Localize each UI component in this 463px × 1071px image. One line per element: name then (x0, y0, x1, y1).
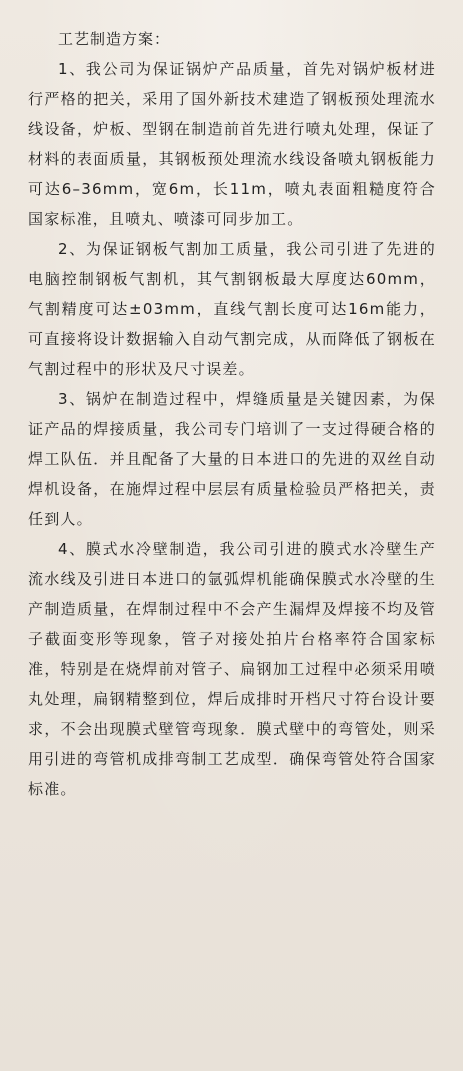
paragraph-1: 1、我公司为保证锅炉产品质量，首先对锅炉板材进行严格的把关，采用了国外新技术建造了钢板预处理流水线设备，炉板、型钢在制造前首先进行喷丸处理，保证了材料的表面质量，其钢板预处理流水线设备喷丸钢板能力可达6–36mm，宽6m，长11m，喷丸表面粗糙度符合国家标准，且喷丸、喷漆可同步加工。 (28, 60, 436, 228)
paragraph-4: 4、膜式水冷壁制造，我公司引进的膜式水冷壁生产流水线及引进日本进口的氩弧焊机能确保膜式水冷壁的生产制造质量，在焊制过程中不会产生漏焊及焊接不均及管子截面变形等现象，管子对接处拍片台格率符合国家标准，特别是在烧焊前对管子、扁钢加工过程中必须采用喷丸处理，扁钢精整到位，焊后成排时开档尺寸符台设计要求，不会出现膜式壁管弯现象．膜式壁中的弯管处，则采用引进的弯管机成排弯制工艺成型．确保弯管处符合国家标准。 (28, 540, 436, 798)
section-heading: 工艺制造方案： (58, 30, 171, 48)
paragraph-3: 3、锅炉在制造过程中，焊缝质量是关键因素，为保证产品的焊接质量，我公司专门培训了一支过得硬合格的焊工队伍．并且配备了大量的日本进口的先进的双丝自动焊机设备，在施焊过程中层层有质量检验员严格把关，责任到人。 (28, 390, 436, 528)
paragraph-2: 2、为保证钢板气割加工质量，我公司引进了先进的电脑控制钢板气割机，其气割钢板最大厚度达60mm，气割精度可达±03mm，直线气割长度可达16m能力，可直接将设计数据输入自动气割完成，从而降低了钢板在气割过程中的形状及尺寸误差。 (28, 240, 436, 378)
